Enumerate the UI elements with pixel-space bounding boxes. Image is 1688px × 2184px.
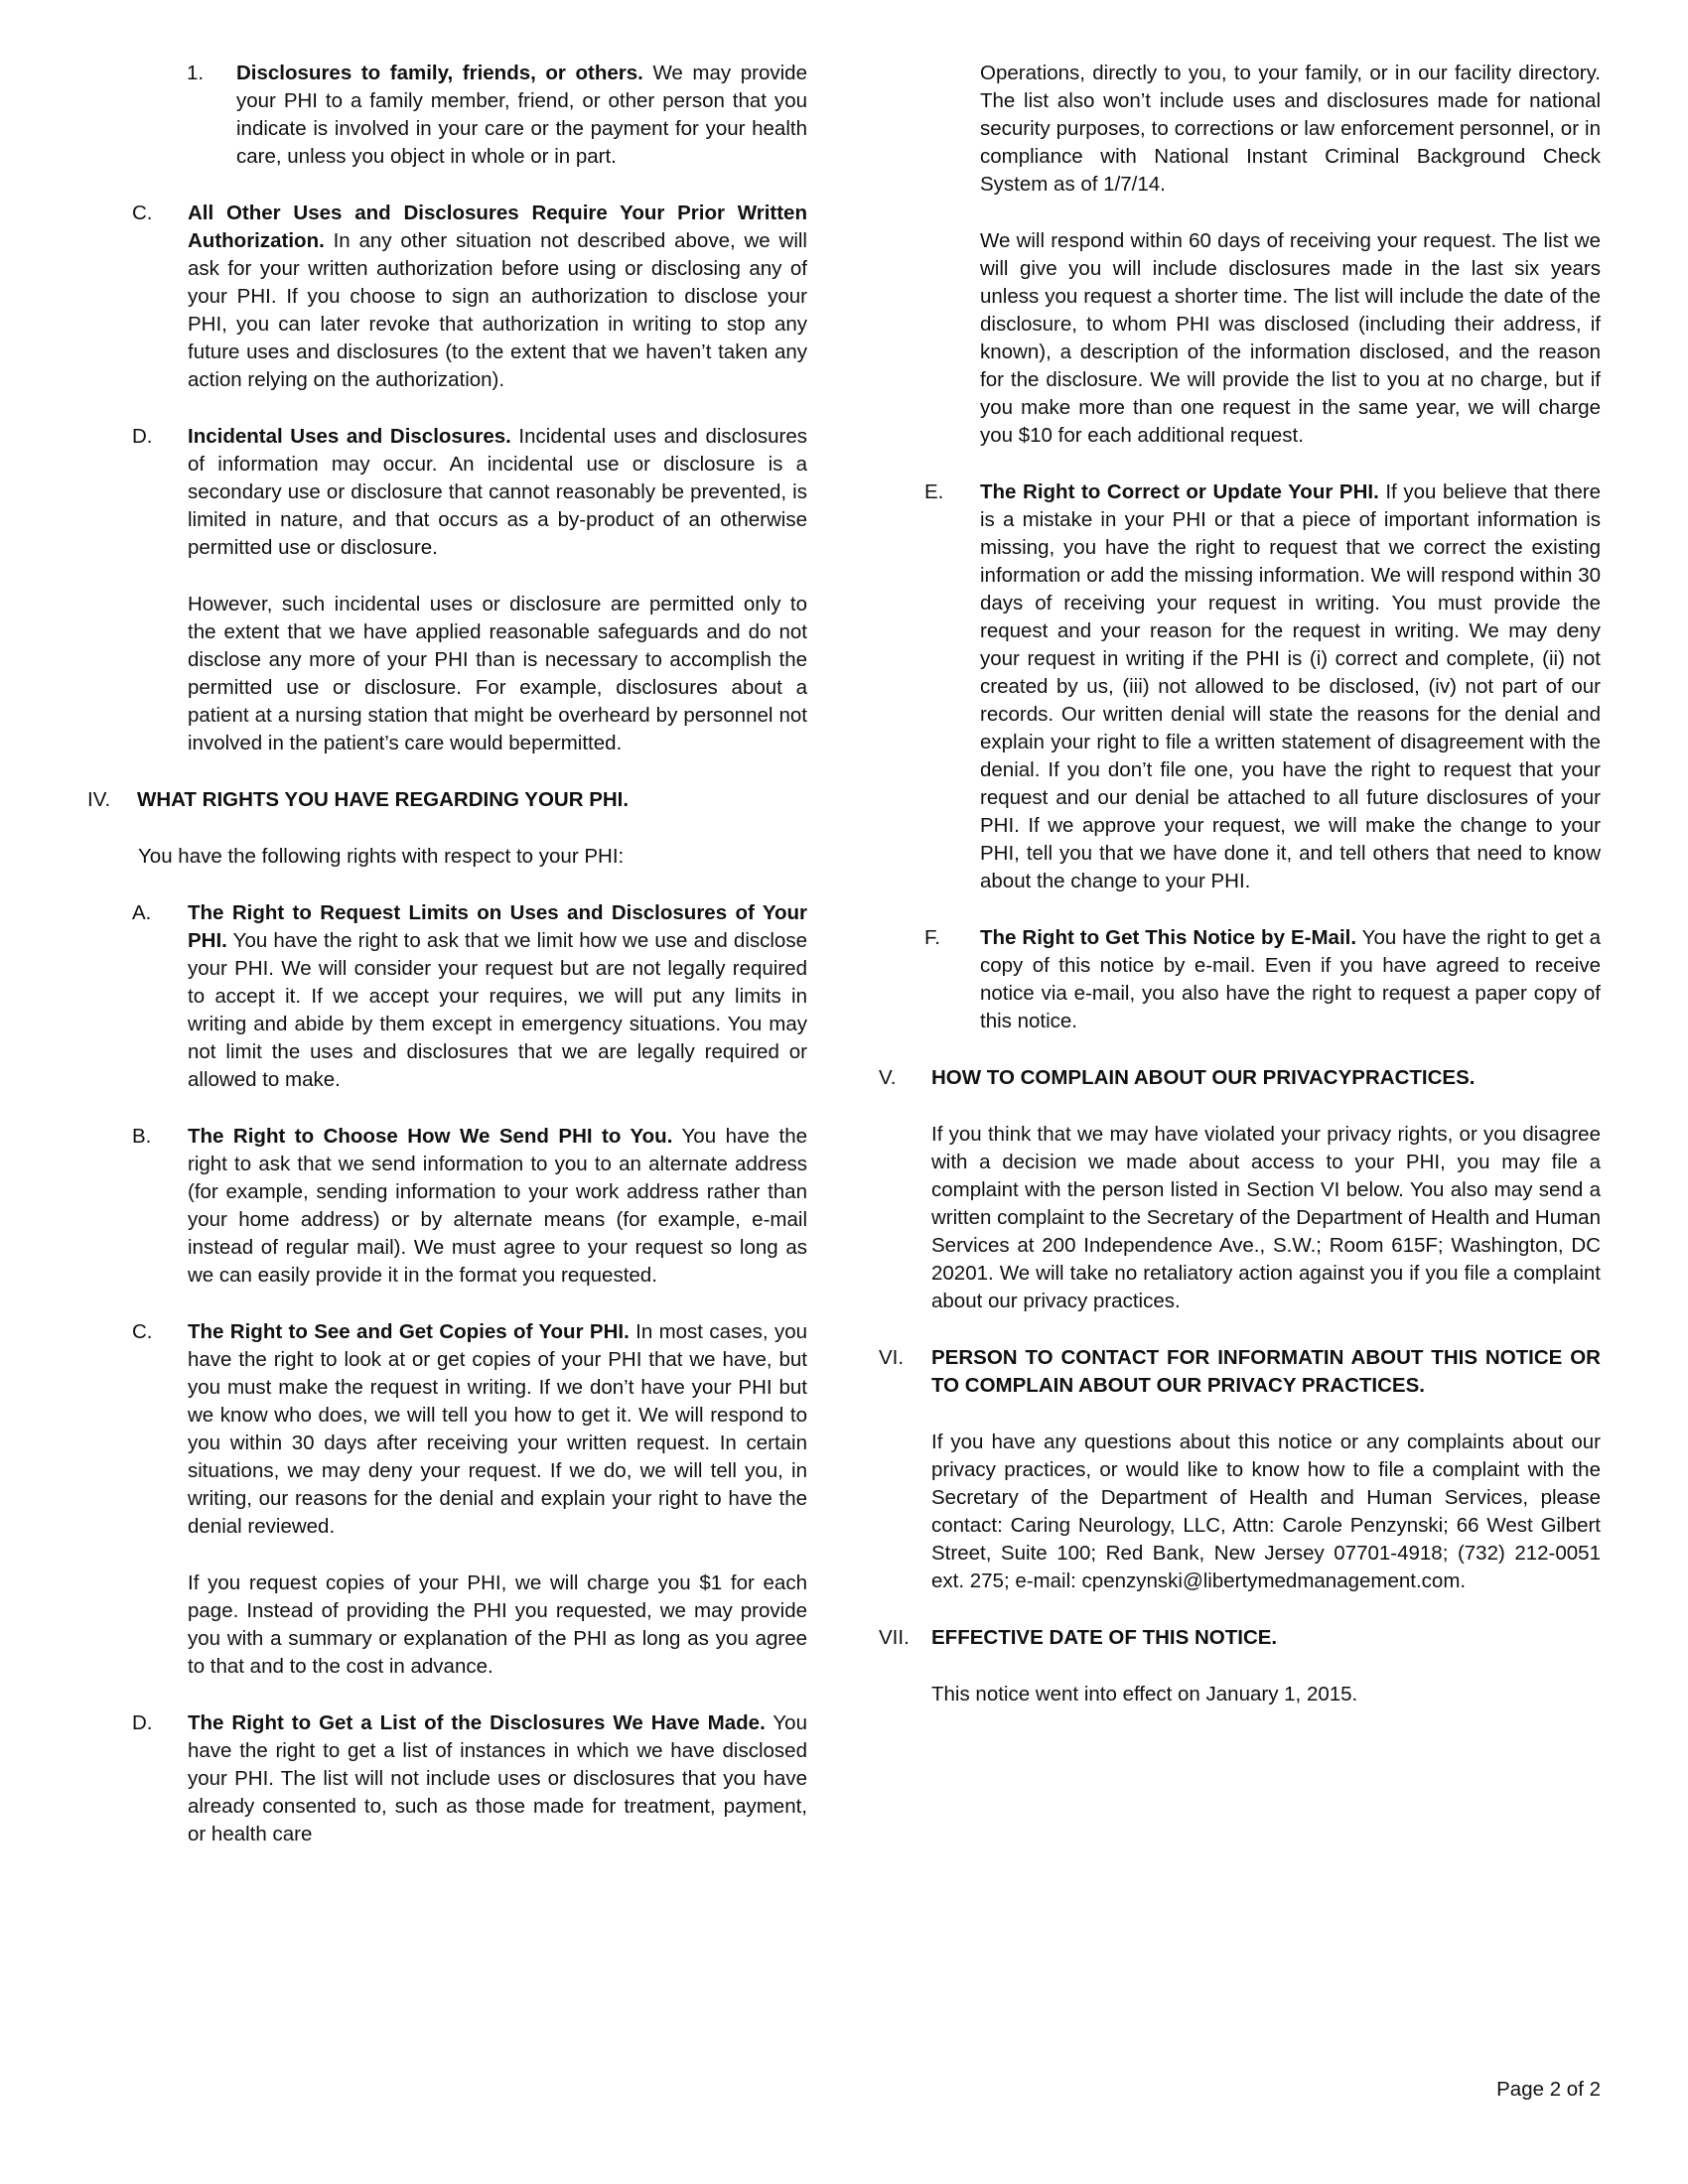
item-title: The Right to Request Limits on Uses and Disclosures of Your PHI.: [188, 901, 807, 952]
item-label: A.: [132, 901, 152, 924]
item-body: Incidental uses and disclosures of information may occur. An incidental use or disclosure is a secondary use or disclosure that cannot reasonably be prevented, is limited in nature, and that occurs as a by-product of an otherwise permitted use or disclosure.: [188, 425, 807, 559]
right-d-continued-2: We will respond within 60 days of receiving your request. The list we will give you will include disclosures made in the last six years unless you request a shorter time. The list will include the date of the disclosure, to whom PHI was disclosed (including their address, if known), a description of the information disclosed, and the reason for the disclosure. We will provide the list to you at no charge, but if you make more than one request in the same year, we will charge you $10 for each additional request.: [980, 229, 1601, 447]
item-body: If you believe that there is a mistake in your PHI or that a piece of important information is missing, you have the right to request that we correct the existing information or add the missing information. We will respond within 30 days of receiving your request in writing. You must provide the request and your reason for the request in writing. We may deny your request in writing if the PHI is (i) correct and complete, (ii) not created by us, (iii) not allowed to be disclosed, (iv) not part of our records. Our written denial will state the reasons for the denial and explain your right to file a written statement of disagreement with the denial. If you don’t file one, you have the right to request that your request and our denial be attached to all future disclosures of your PHI. If we approve your request, we will make the change to your PHI, tell you that we have done it, and tell others that need to know about the change to your PHI.: [980, 480, 1601, 892]
section-title: EFFECTIVE DATE OF THIS NOTICE.: [931, 1626, 1278, 1649]
right-b-choose-send: [132, 1123, 807, 1290]
item-title: The Right to Get a List of the Disclosures We Have Made.: [188, 1711, 766, 1734]
right-c-copies: [132, 1318, 807, 1541]
item-body: In any other situation not described above, we will ask for your written authorization before using or disclosing any of your PHI. If you choose to sign an authorization to disclose your PHI, you can later revoke that authorization in writing to stop any future uses and disclosures (to the extent that we haven’t taken any action relying on the authorization).: [188, 229, 807, 391]
section-title: PERSON TO CONTACT FOR INFORMATIN ABOUT THIS NOTICE OR TO COMPLAIN ABOUT OUR PRIVACY PRACTICES.: [931, 1346, 1601, 1397]
item-title: Disclosures to family, friends, or others.: [236, 62, 643, 84]
item-label: C.: [132, 1320, 153, 1343]
item-title: The Right to See and Get Copies of Your PHI.: [188, 1320, 630, 1343]
section-v-heading: [879, 1064, 1601, 1092]
right-d-continued: Operations, directly to you, to your family, or in our facility directory. The list also won’t include uses and disclosures made for national security purposes, to corrections or law enforcement personnel, or in compliance with National Instant Criminal Background Check System as of 1/7/14.: [980, 62, 1601, 196]
item-d-incidental: [132, 423, 807, 562]
item-label: 1.: [187, 62, 205, 84]
section-title: HOW TO COMPLAIN ABOUT OUR PRIVACYPRACTICES.: [931, 1066, 1476, 1089]
item-label: D.: [132, 425, 153, 448]
item-1-family-disclosures: [187, 60, 807, 171]
item-c-authorization: [132, 200, 807, 394]
page-number: Page 2 of 2: [1496, 2078, 1601, 2101]
right-d-disclosure-list: [132, 1709, 807, 1848]
item-label: F.: [924, 926, 940, 949]
item-title: The Right to Get This Notice by E-Mail.: [980, 926, 1357, 949]
item-body: We may provide your PHI to a family member, friend, or other person that you indicate is involved in your care or the payment for your health care, unless you object in whole or in part.: [236, 62, 807, 168]
section-vi-heading: [879, 1344, 1601, 1400]
section-label: VI.: [879, 1346, 905, 1369]
item-label: D.: [132, 1711, 153, 1734]
right-column: [879, 60, 1601, 1737]
section-vi-body: If you have any questions about this notice or any complaints about our privacy practices, or would like to know how to file a complaint with the Secretary of the Department of Health and Human Services, please contact: Caring Neurology, LLC, Attn: Carole Penzynski; 66 West Gilbert Street, Suite 100; Red Bank, New Jersey 07701-4918; (732) 212-0051 ext. 275; e-mail: cpenzynski@libertymedmanagement.com.: [931, 1431, 1601, 1592]
section-v-body: If you think that we may have violated your privacy rights, or you disagree with a decision we made about access to your PHI, you may file a complaint with the person listed in Section VI below. You also may send a written complaint to the Secretary of the Department of Health and Human Services at 200 Independence Ave., S.W.; Room 615F; Washington, DC 20201. We will take no retaliatory action against you if you file a complaint about our privacy practices.: [931, 1123, 1601, 1312]
section-label: IV.: [87, 788, 111, 811]
item-body: You have the right to get a list of instances in which we have disclosed your PHI. The list will not include uses or disclosures that you have already consented to, such as those made for treatment, payment, or health care: [188, 1711, 807, 1845]
section-label: V.: [879, 1066, 897, 1089]
item-label: C.: [132, 202, 153, 224]
section-label: VII.: [879, 1626, 910, 1649]
right-e-correct-update: [924, 478, 1601, 895]
item-body: You have the right to ask that we send information to you to an alternate address (for example, sending information to your work address rather than your home address) or by alternate means (for example, e-mail instead of regular mail). We must agree to your request so long as we can easily provide it in the format you requested.: [188, 1125, 807, 1287]
item-d-paragraph-2: However, such incidental uses or disclosure are permitted only to the extent that we have applied reasonable safeguards and do not disclose any more of your PHI than is necessary to accomplish the permitted use or disclosure. For example, disclosures about a patient at a nursing station that might be overheard by personnel not involved in the patient’s care would bepermitted.: [188, 593, 807, 754]
section-title: WHAT RIGHTS YOU HAVE REGARDING YOUR PHI.: [137, 788, 630, 811]
left-column: [87, 60, 807, 1877]
item-body: You have the right to ask that we limit how we use and disclose your PHI. We will consider your request but are not legally required to accept it. If we accept your requires, we will put any limits in writing and abide by them except in emergency situations. You may not limit the uses and disclosures that we are legally required or allowed to make.: [188, 929, 807, 1091]
item-body: You have the right to get a copy of this notice by e-mail. Even if you have agreed to receive notice via e-mail, you also have the right to request a paper copy of this notice.: [980, 926, 1601, 1032]
item-title: The Right to Choose How We Send PHI to You.: [188, 1125, 673, 1148]
item-title: Incidental Uses and Disclosures.: [188, 425, 511, 448]
item-title: The Right to Correct or Update Your PHI.: [980, 480, 1379, 503]
right-f-notice-email: [924, 924, 1601, 1035]
right-c-paragraph-2: If you request copies of your PHI, we will charge you $1 for each page. Instead of providing the PHI you requested, we may provide you with a summary or explanation of the PHI as long as you agree to that and to the cost in advance.: [188, 1571, 807, 1678]
section-vii-body: This notice went into effect on January 1, 2015.: [931, 1683, 1358, 1706]
right-a-request-limits: [132, 899, 807, 1094]
item-label: E.: [924, 480, 944, 503]
item-label: B.: [132, 1125, 152, 1148]
item-body: In most cases, you have the right to look at or get copies of your PHI that we have, but you must make the request in writing. If we don’t have your PHI but we know who does, we will tell you how to get it. We will respond to you within 30 days after receiving your written request. In certain situations, we may deny your request. If we do, we will tell you, in writing, our reasons for the denial and explain your right to have the denial reviewed.: [188, 1320, 807, 1538]
section-vii-heading: [879, 1624, 1601, 1652]
item-title: All Other Uses and Disclosures Require Your Prior Written Authorization.: [188, 202, 807, 252]
section-iv-heading: [87, 786, 807, 814]
section-iv-intro: You have the following rights with respect to your PHI:: [138, 845, 625, 868]
